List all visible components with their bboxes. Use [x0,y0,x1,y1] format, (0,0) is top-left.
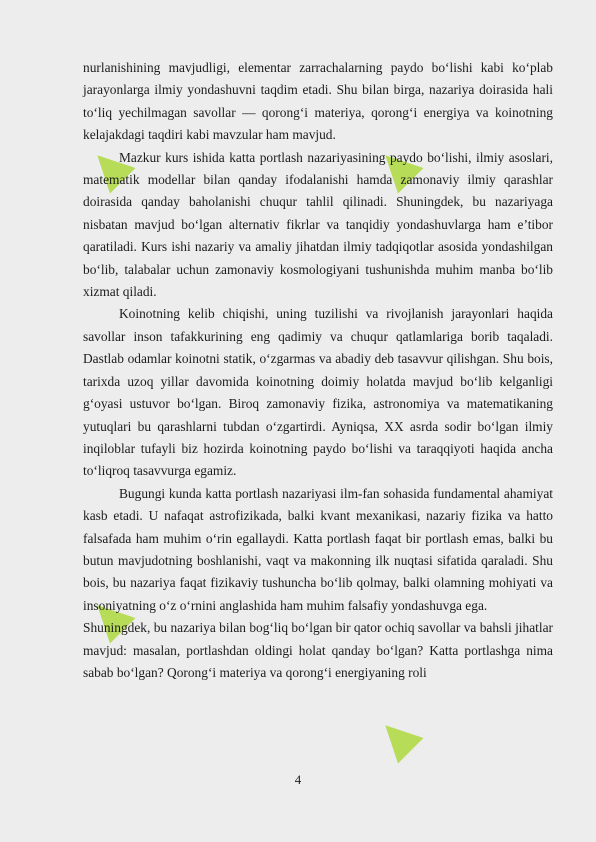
paragraph-4: Bugungi kunda katta portlash nazariyasi ilm-fan sohasida fundamental ahamiyat kasb etadi. U nafaqat astrofizikada, balki kvant mexanikasi, nazariy fizika va hatto falsafada ham muhim o‘rin egallaydi. Katta portlash faqat bir portlash emas, balki bu butun mavjudotning boshlanishi, vaqt va makonning ilk nuqtasi sifatida qaraladi. Shu bois, bu nazariya faqat fizikaviy tushuncha bo‘lib qolmay, balki olamning mohiyati va insoniyatning o‘z o‘rnini anglashida ham muhim falsafiy yondashuvga ega. [83,485,553,613]
paragraph-1: nurlanishining mavjudligi, elementar zarrachalarning paydo bo‘lishi kabi ko‘plab jarayonlarga ilmiy yondashuvni taqdim etadi. Shu bilan birga, nazariya doirasida hali to‘liq yechilmagan savollar — qorong‘i materiya, qorong‘i energiya va koinotning kelajakdagi taqdiri kabi mavzular ham mavjud. [83,60,553,143]
body-text [83,57,553,684]
paragraph-2: Mazkur kurs ishida katta portlash nazariyasining paydo bo‘lishi, ilmiy asoslari, matematik modellar bilan qanday ifodalanishi hamda zamonaviy ilmiy qarashlar doirasida qanday baholanishi chuqur tahlil qilinadi. Shuningdek, bu nazariyaga nisbatan mavjud bo‘lgan alternativ fikrlar va tanqidiy yondashuvlarga ham e’tibor qaratiladi. Kurs ishi nazariy va amaliy jihatdan ilmiy tadqiqotlar asosida yondashilgan bo‘lib, talabalar uchun zamonaviy kosmologiyani tushunishda muhim manba bo‘lib xizmat qiladi. [83,149,553,300]
page-number: 4 [294,772,302,787]
paragraph-3: Koinotning kelib chiqishi, uning tuzilishi va rivojlanish jarayonlari haqida savollar inson tafakkurining eng qadimiy va chuqur qatlamlariga borib taqaladi. Dastlab odamlar koinotni statik, o‘zgarmas va abadiy deb tasavvur qilishgan. Shu bois, tarixda uzoq yillar davomida koinotning doimiy holatda mavjud bo‘lib kelganligi g‘oyasi ustuvor bo‘lgan. Biroq zamonaviy fizika, astronomiya va matematikaning yutuqlari bu qarashlarni tubdan o‘zgartirdi. Ayniqsa, XX asrda sodir bo‘lgan ilmiy inqiloblar tufayli biz hozirda koinotning paydo bo‘lishi va taraqqiyoti haqida ancha to‘liqroq tasavvurga egamiz. [83,306,553,479]
paragraph-5: Shuningdek, bu nazariya bilan bog‘liq bo‘lgan bir qator ochiq savollar va bahsli jihatlar mavjud: masalan, portlashdan oldingi holat qanday bo‘lgan? Katta portlashga nima sabab bo‘lgan? Qorong‘i materiya va qorong‘i energiyaning roli [83,620,553,680]
watermark-arrow-icon [373,713,424,764]
